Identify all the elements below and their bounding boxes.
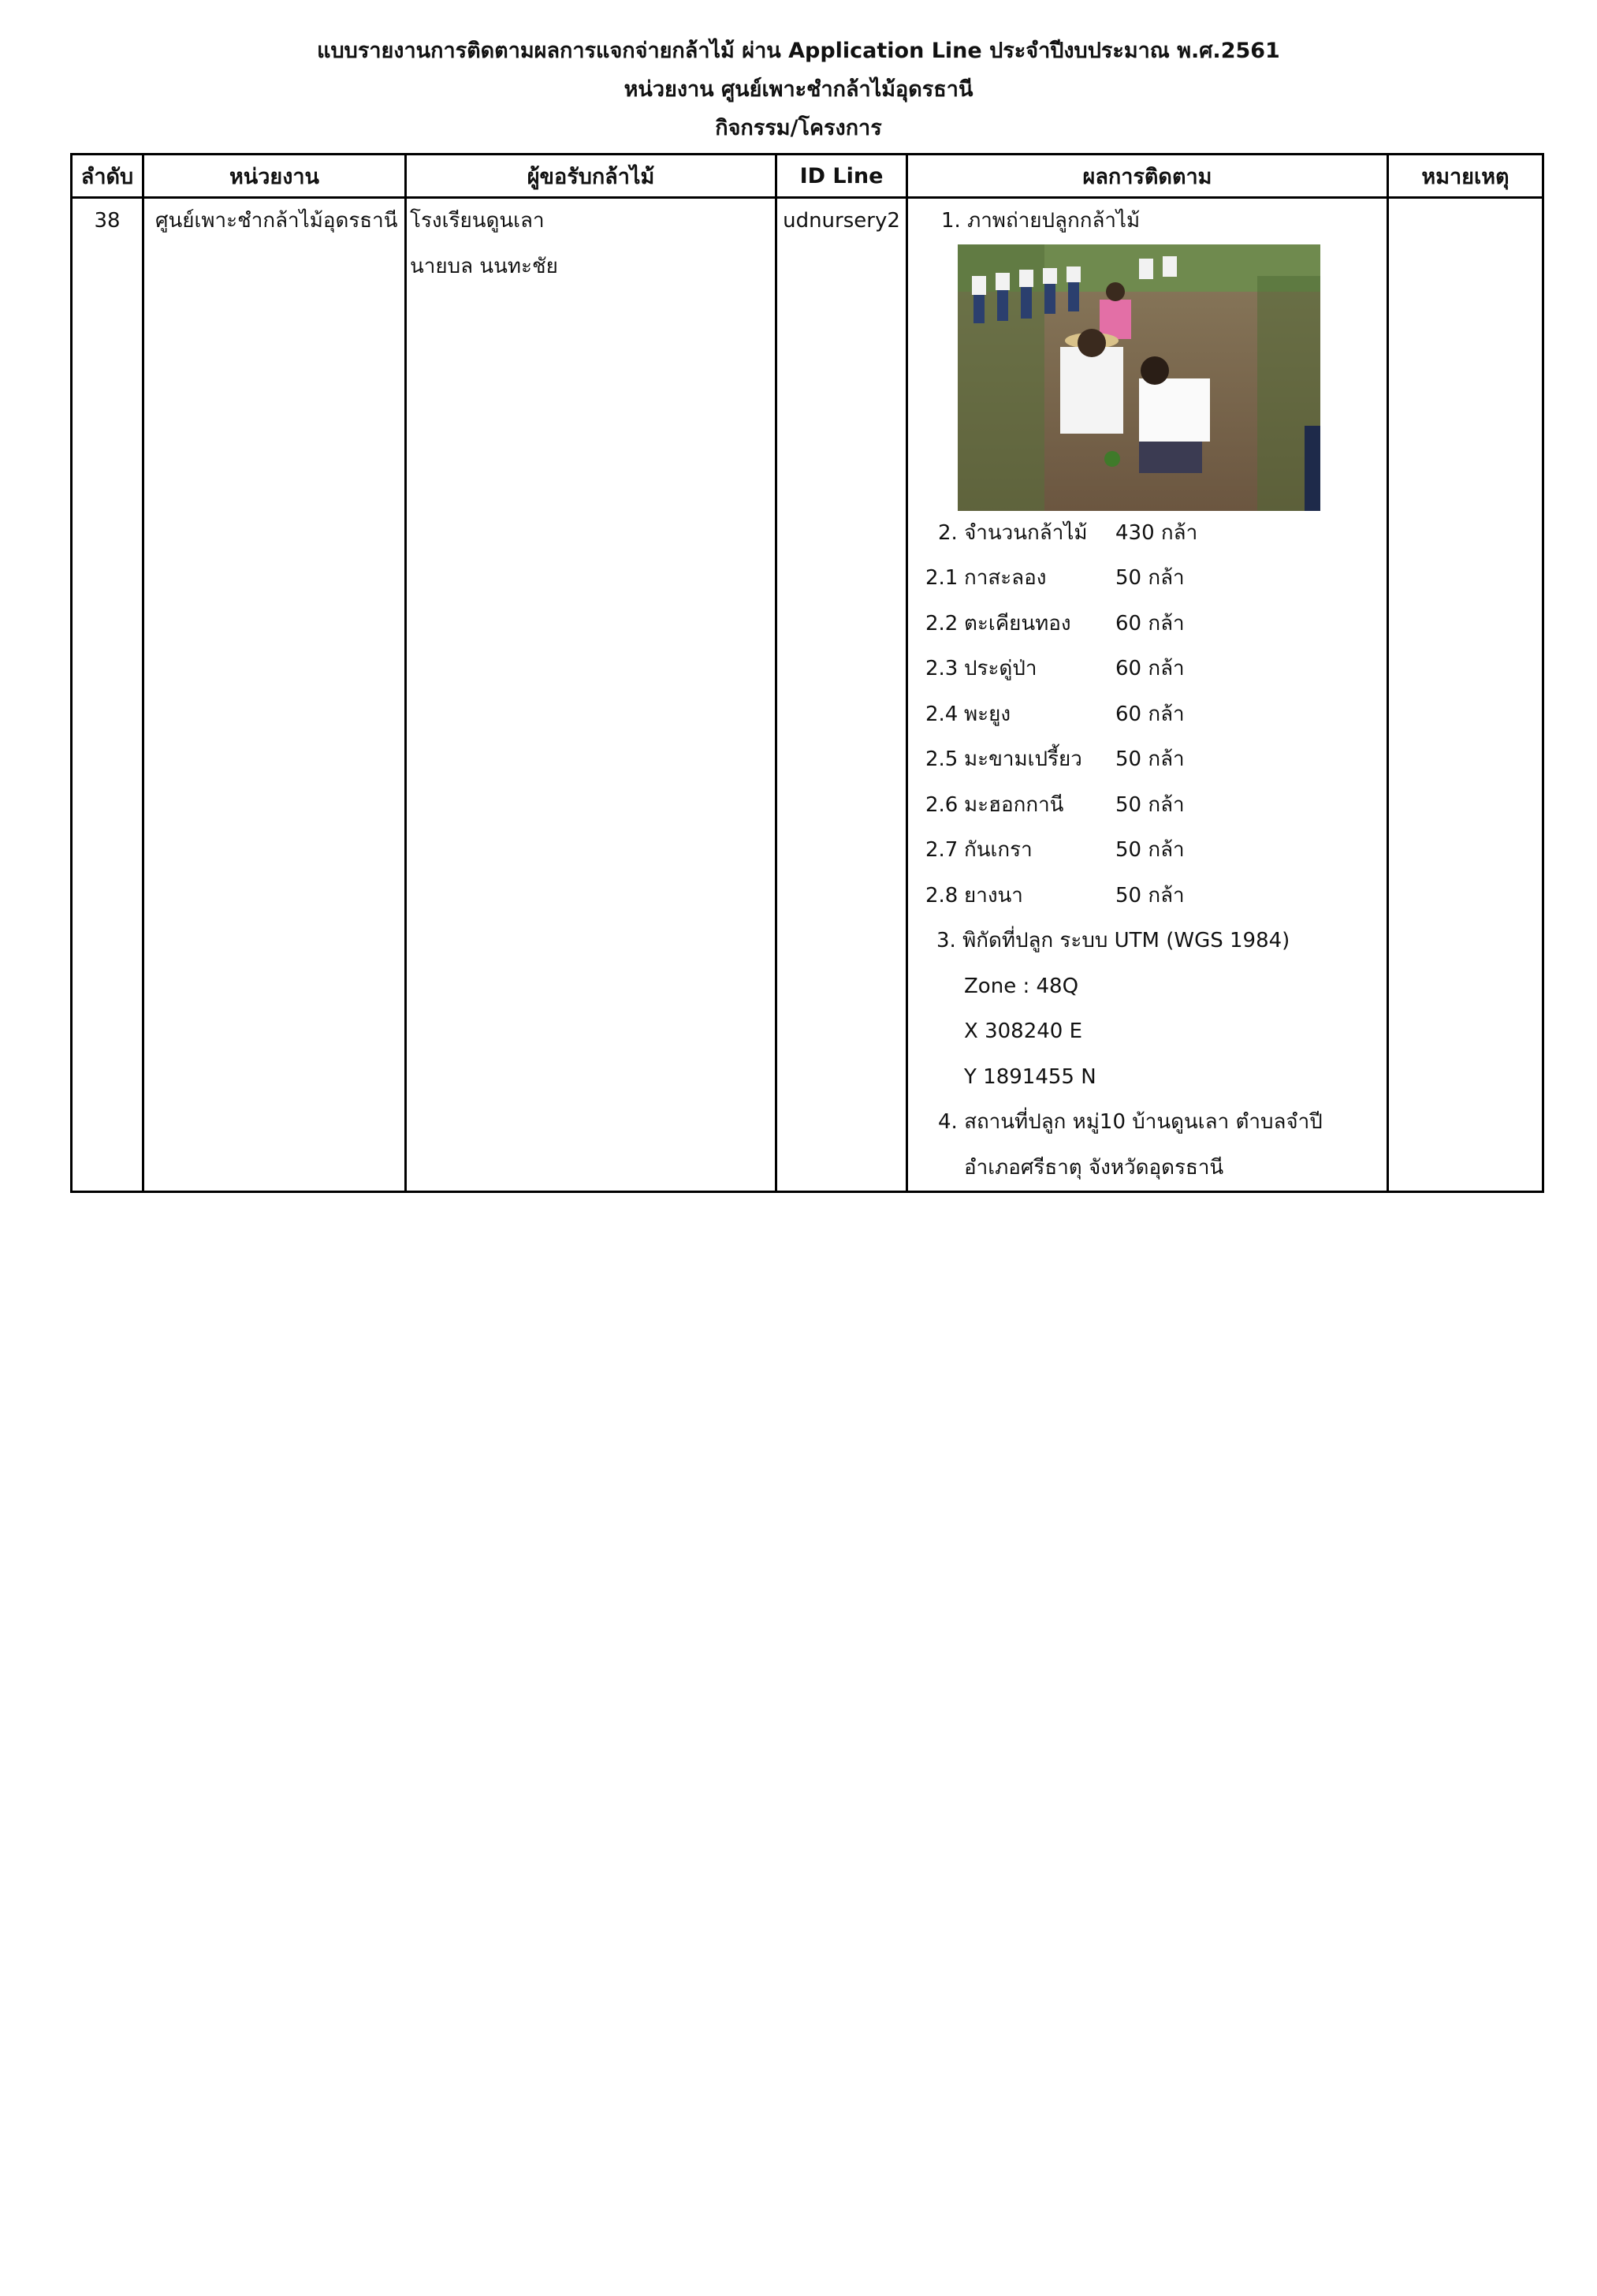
place-line2: อำเภอศรีธาตุ จังหวัดอุดรธานี [964, 1155, 1224, 1180]
id-line-value: udnursery2 [783, 209, 900, 233]
cell-result [907, 198, 1388, 1192]
cell-note [1388, 198, 1543, 1192]
list-item [908, 783, 1387, 829]
requester-person: นายบล นนทะชัย [410, 254, 558, 278]
note-value [1389, 199, 1542, 244]
cell-unit [143, 198, 406, 1192]
species-name: ยางนา [964, 883, 1023, 908]
header-unit: หน่วยงาน [143, 155, 406, 198]
species-amount: 50 กล้า [1115, 566, 1185, 590]
species-number: 2.4 [925, 702, 959, 726]
header-result: ผลการติดตาม [907, 155, 1388, 198]
species-amount: 60 กล้า [1115, 611, 1185, 636]
tree-planting-photo [958, 244, 1320, 511]
list-item [908, 737, 1387, 783]
place-label: 4. สถานที่ปลูก หมู่10 บ้านดูนเลา ตำบลจำปี [938, 1110, 1323, 1134]
species-amount: 50 กล้า [1115, 838, 1185, 862]
total-seedlings: 2. จำนวนกล้าไม้ 430 กล้า [908, 511, 1387, 557]
list-item [908, 556, 1387, 602]
cell-requester [406, 198, 776, 1192]
list-item [908, 692, 1387, 738]
species-amount: 60 กล้า [1115, 702, 1185, 726]
species-name: มะขามเปรี้ยว [964, 747, 1082, 771]
species-name: กาสะลอง [964, 566, 1047, 590]
header-id-line: ID Line [776, 155, 907, 198]
header-note: หมายเหตุ [1388, 155, 1543, 198]
cell-id-line [776, 198, 907, 1192]
species-name: พะยูง [964, 702, 1011, 726]
species-number: 2.3 [925, 657, 959, 680]
table-row [72, 198, 1543, 1192]
species-number: 2.1 [925, 566, 959, 590]
species-number: 2.8 [925, 883, 959, 908]
list-item [908, 602, 1387, 647]
coord-label: 3. พิกัดที่ปลูก ระบบ UTM (WGS 1984) [936, 929, 1290, 952]
species-amount: 50 กล้า [1115, 883, 1185, 908]
unit-value: ศูนย์เพาะชำกล้าไม้อุดรธานี [155, 209, 398, 233]
species-number: 2.6 [925, 792, 959, 817]
species-name: ตะเคียนทอง [964, 611, 1071, 636]
list-item [908, 647, 1387, 692]
table-header-row [72, 155, 1543, 198]
result-content [908, 199, 1387, 1191]
species-name: มะฮอกกานี [964, 792, 1064, 817]
report-titles [0, 32, 1597, 147]
species-name: ประดู่ป่า [964, 657, 1037, 680]
coord-y: Y 1891455 N [964, 1064, 1096, 1089]
species-amount: 60 กล้า [1115, 657, 1185, 680]
species-name: กันเกรา [964, 838, 1033, 862]
species-amount: 50 กล้า [1115, 747, 1185, 771]
coord-zone: Zone : 48Q [964, 974, 1079, 998]
header-seq: ลำดับ [72, 155, 143, 198]
report-title: แบบรายงานการติดตามผลการแจกจ่ายกล้าไม้ ผ่าน Application Line ประจำปีงบประมาณ พ.ศ.2561 [317, 39, 1280, 63]
species-amount: 50 กล้า [1115, 792, 1185, 817]
photo-label: 1. ภาพถ่ายปลูกกล้าไม้ [941, 209, 1141, 233]
cell-seq [72, 198, 143, 1192]
list-item [908, 874, 1387, 919]
seq-value: 38 [94, 209, 121, 233]
photo-image-icon [958, 244, 1320, 511]
species-number: 2.2 [925, 611, 959, 636]
list-item [908, 828, 1387, 874]
report-unit-subtitle: หน่วยงาน ศูนย์เพาะชำกล้าไม้อุดรธานี [624, 77, 973, 102]
report-table [70, 153, 1544, 1193]
header-requester: ผู้ขอรับกล้าไม้ [406, 155, 776, 198]
total-amount: 430 กล้า [1115, 520, 1198, 545]
requester-school: โรงเรียนดูนเลา [410, 209, 545, 233]
coord-x: X 308240 E [964, 1019, 1083, 1043]
species-number: 2.5 [925, 747, 959, 771]
report-activity-label: กิจกรรม/โครงการ [715, 116, 882, 140]
species-list [908, 556, 1387, 919]
species-number: 2.7 [925, 838, 959, 862]
